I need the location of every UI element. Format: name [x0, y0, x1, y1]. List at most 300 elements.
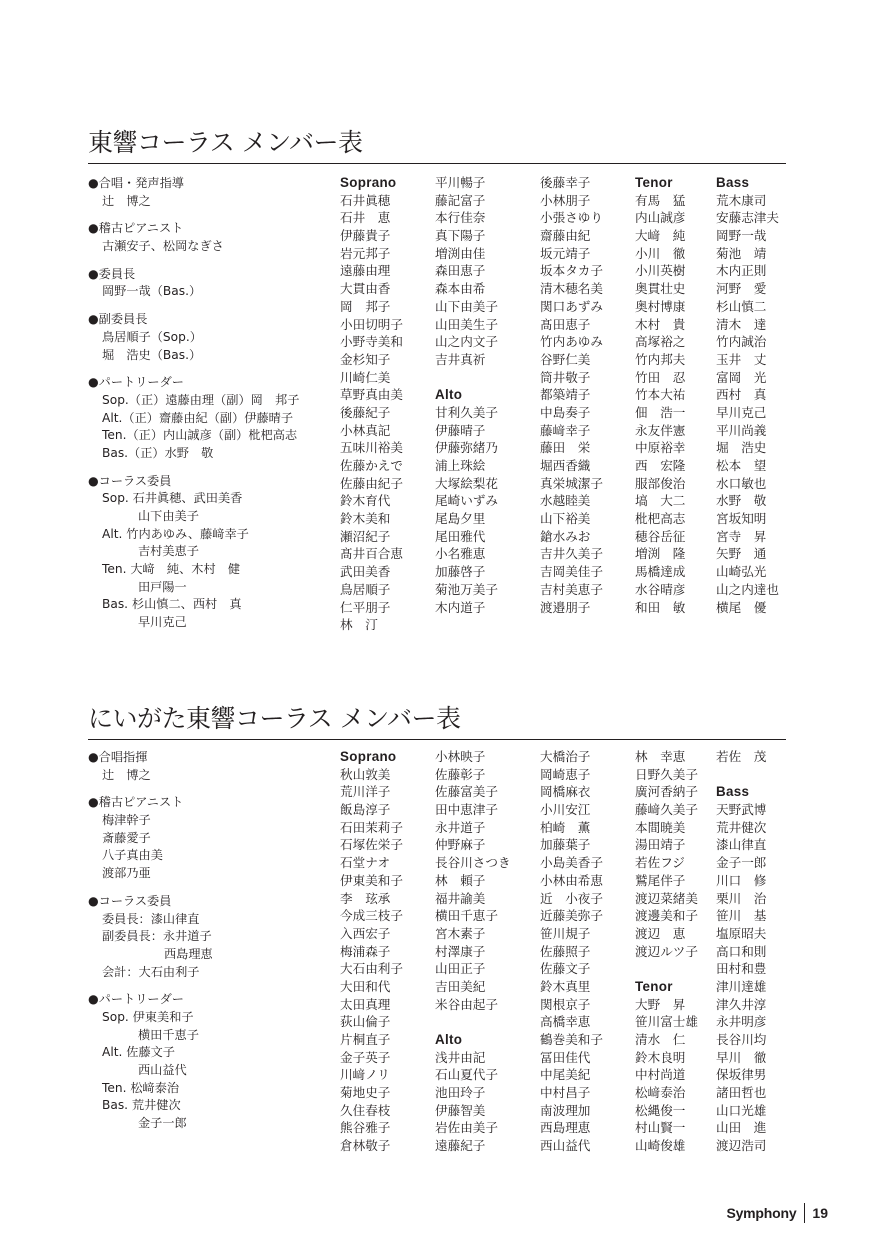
info-line: 岡野一哉（Bas.） [102, 284, 202, 299]
part-heading: Bass [716, 784, 750, 800]
member-name: 関口あずみ [540, 298, 603, 314]
member-name: 小川英樹 [635, 263, 686, 279]
member-name: 河野 愛 [716, 281, 767, 297]
member-name: 荒井健次 [716, 819, 767, 835]
member-name: 富岡 光 [716, 369, 767, 385]
member-name: 松縄俊一 [635, 1102, 686, 1118]
member-name: 伊藤弥緒乃 [435, 440, 498, 456]
member-name: 内山誠彦 [635, 210, 686, 226]
member-name: 山崎俊雄 [635, 1138, 686, 1154]
member-name: 大貫由香 [340, 281, 391, 297]
spacer [435, 1013, 511, 1031]
member-name: 林 汀 [340, 617, 378, 633]
member-name: 竹内邦夫 [635, 351, 686, 367]
member-name: 渡辺 恵 [635, 925, 686, 941]
member-name: 今成三枝子 [340, 908, 403, 924]
part-heading: Alto [435, 387, 463, 403]
member-name: 五味川裕美 [340, 440, 403, 456]
member-name: 吉村美恵子 [540, 581, 603, 597]
member-name: 吉田美紀 [435, 978, 486, 994]
member-name: 荒木康司 [716, 192, 767, 208]
member-name: 山崎弘光 [716, 564, 767, 580]
member-name: 藤﨑久美子 [635, 802, 698, 818]
member-name: 伊藤晴子 [435, 422, 486, 438]
member-name: 増渕由佳 [435, 245, 486, 261]
member-name: 浅井由記 [435, 1049, 486, 1065]
member-name: 山下裕美 [540, 511, 591, 527]
member-name: 笹川 基 [716, 908, 767, 924]
page-footer [726, 1202, 828, 1224]
member-name: 坂元靖子 [540, 245, 591, 261]
member-name: 小張さゆり [540, 210, 603, 226]
title-rule [88, 739, 786, 740]
info-line: 古瀬安子、松岡なぎさ [102, 239, 224, 254]
member-name: 穂谷岳征 [635, 528, 686, 544]
member-name: 岩佐由美子 [435, 1120, 498, 1136]
spacer [88, 883, 213, 893]
member-name: 若佐フジ [635, 855, 685, 871]
member-name: 渡邊美和子 [635, 908, 698, 924]
info-heading: ●パートリーダー [88, 375, 184, 390]
member-name: 大野 昇 [635, 996, 686, 1012]
member-name: 高塚裕之 [635, 334, 686, 350]
member-name: 池田玲子 [435, 1085, 486, 1101]
member-name: 川口 修 [716, 872, 767, 888]
member-name: 石井 恵 [340, 210, 391, 226]
info-line: 八子真由美 [102, 848, 163, 863]
member-name: 枇杷高志 [635, 511, 686, 527]
member-name: 小林真記 [340, 422, 391, 438]
part-heading: Alto [435, 1032, 463, 1047]
spacer [88, 256, 299, 266]
member-name: 笹川規子 [540, 925, 591, 941]
info-line: Alt. 佐藤文子 [102, 1045, 175, 1060]
member-name: 中島奏子 [540, 404, 591, 420]
info-line: 金子一郎 [138, 1116, 187, 1131]
member-name: 加藤葉子 [540, 837, 591, 853]
member-name: 笹川富士雄 [635, 1014, 698, 1030]
member-name: 山下由美子 [435, 298, 498, 314]
member-name: 太田真理 [340, 996, 391, 1012]
member-name: 奥村博康 [635, 298, 686, 314]
member-name: 本間暁美 [635, 819, 686, 835]
member-name: 森本由希 [435, 281, 486, 297]
info-line: 田戸陽一 [138, 579, 187, 594]
member-name: 渡邉朋子 [540, 599, 591, 615]
member-name: 保坂律男 [716, 1067, 767, 1083]
member-name: 永友伴憲 [635, 422, 686, 438]
member-name: 伊藤貴子 [340, 228, 391, 244]
member-name: 菊地史子 [340, 1085, 391, 1101]
member-name: 杉山慎二 [716, 298, 767, 314]
member-name: 有馬 猛 [635, 192, 686, 208]
member-name: 真下陽子 [435, 228, 486, 244]
info-heading: ●コーラス委員 [88, 893, 172, 908]
info-column [88, 175, 299, 632]
member-name: 髙田恵子 [540, 316, 591, 332]
member-name: 加藤啓子 [435, 564, 486, 580]
member-name: 日野久美子 [635, 766, 698, 782]
section-title: にいがた東響コーラス メンバー表 [88, 704, 461, 733]
member-name: 服部俊治 [635, 475, 686, 491]
info-line: 渡部乃亜 [102, 866, 151, 881]
member-name: 佐藤文子 [540, 961, 591, 977]
member-name: 吉岡美佳子 [540, 564, 603, 580]
member-name: 山之内達也 [716, 581, 779, 597]
member-name: 菊池万美子 [435, 581, 498, 597]
info-line: 副委員長：永井道子 [102, 929, 212, 944]
member-name: 後藤紀子 [340, 404, 391, 420]
member-name: 飯島淳子 [340, 802, 391, 818]
member-name: 尾崎いずみ [435, 493, 498, 509]
member-name: 草野真由美 [340, 387, 403, 403]
member-name: 増渕 隆 [635, 546, 686, 562]
member-name: 平川暢子 [435, 175, 486, 190]
member-name: 佐藤照子 [540, 943, 591, 959]
member-name: 鈴木良明 [635, 1049, 686, 1065]
info-line: 吉村美恵子 [138, 544, 199, 559]
member-name: 小林由希恵 [540, 872, 603, 888]
member-name: 塙 大二 [635, 493, 686, 509]
member-name: 佐藤富美子 [435, 784, 498, 800]
member-name: 清水 仁 [635, 1032, 686, 1047]
info-line: Bas.（正）水野 敬 [102, 445, 214, 460]
member-name: 坂本タカ子 [540, 263, 603, 279]
member-name: 早川 徹 [716, 1049, 767, 1065]
info-heading: ●稽古ピアニスト [88, 795, 184, 810]
member-name: 小田切明子 [340, 316, 403, 332]
member-name: 熊谷雅子 [340, 1120, 391, 1136]
member-name: 中村昌子 [540, 1085, 591, 1101]
member-name: 津久井淳 [716, 996, 767, 1012]
member-name: 早川克己 [716, 404, 767, 420]
member-name: 大﨑 純 [635, 228, 686, 244]
member-name: 石堂ナオ [340, 855, 391, 871]
member-name: 松﨑泰治 [635, 1085, 686, 1101]
info-line: 堀 浩史（Bas.） [102, 347, 202, 362]
member-name: 林 頼子 [435, 872, 486, 888]
member-name: 村澤康子 [435, 943, 486, 959]
member-name: 天野武博 [716, 802, 767, 818]
member-name: 竹内誠治 [716, 334, 767, 350]
member-name: 竹田 忍 [635, 369, 686, 385]
member-name: 伊東美和子 [340, 872, 403, 888]
member-name: 南波理加 [540, 1102, 591, 1118]
member-name: 後藤幸子 [540, 175, 591, 190]
member-name: 甘利久美子 [435, 404, 498, 420]
part-heading: Soprano [340, 175, 397, 190]
page-number: 19 [812, 1205, 828, 1221]
member-name: 渡辺ルツ子 [635, 943, 698, 959]
member-name: 村山賢一 [635, 1120, 686, 1136]
member-name: 石田茉莉子 [340, 819, 403, 835]
info-line: Alt.（正）齋藤由紀（副）伊藤晴子 [102, 410, 294, 425]
member-name: 伊藤智美 [435, 1102, 486, 1118]
member-name: 筒井敬子 [540, 369, 591, 385]
spacer [88, 210, 299, 220]
info-line: 会計：大石由利子 [102, 964, 200, 979]
member-name: 中尾美紀 [540, 1067, 591, 1083]
member-name: 水野 敬 [716, 493, 767, 509]
member-name: 岡 邦子 [340, 298, 391, 314]
info-line: Ten.（正）内山誠彦（副）枇杷高志 [102, 428, 298, 443]
part-heading: Soprano [340, 749, 397, 764]
member-name: 小名雅恵 [435, 546, 486, 562]
member-name: 中原裕幸 [635, 440, 686, 456]
member-name: 森田恵子 [435, 263, 486, 279]
member-name: 田村和豊 [716, 961, 767, 977]
member-name: 奥貫壮史 [635, 281, 686, 297]
member-name: 小島美香子 [540, 855, 603, 871]
info-line: 委員長：漆山律直 [102, 911, 200, 926]
member-column-2 [435, 174, 498, 616]
member-name: 仲野麻子 [435, 837, 486, 853]
member-name: 米谷由起子 [435, 996, 498, 1012]
member-name: 堀西香織 [540, 458, 591, 473]
member-name: 小林朋子 [540, 192, 591, 208]
section-title: 東響コーラス メンバー表 [88, 128, 363, 157]
member-name: 都築靖子 [540, 387, 591, 403]
part-heading: Tenor [635, 978, 673, 994]
part-heading: Tenor [635, 175, 673, 190]
member-name: 山之内文子 [435, 334, 498, 350]
member-name: 津川達雄 [716, 978, 767, 994]
member-name: 松本 望 [716, 458, 767, 473]
member-name: 片桐直子 [340, 1032, 391, 1047]
member-column-5 [716, 748, 766, 1155]
spacer [88, 981, 213, 991]
info-line: Ten. 松﨑泰治 [102, 1080, 180, 1095]
member-name: 山田正子 [435, 961, 486, 977]
member-name: 諸田哲也 [716, 1085, 767, 1101]
member-name: 関根京子 [540, 996, 591, 1012]
member-name: 水越睦美 [540, 493, 591, 509]
member-name: 西村 真 [716, 387, 767, 403]
info-line: 山下由美子 [138, 509, 199, 523]
member-name: 佐藤かえで [340, 458, 403, 473]
member-name: 木村 貴 [635, 316, 686, 332]
member-name: 若佐 茂 [716, 749, 767, 764]
member-name: 清木 達 [716, 316, 767, 332]
info-heading: ●副委員長 [88, 312, 148, 327]
member-name: 川﨑ノリ [340, 1067, 390, 1083]
member-name: 鶴巻美和子 [540, 1032, 603, 1047]
info-line: Sop. 伊東美和子 [102, 1009, 194, 1024]
info-line: 西山益代 [138, 1063, 187, 1077]
member-name: 岡野一哉 [716, 228, 767, 244]
info-line: 横田千恵子 [138, 1027, 199, 1042]
info-line: 早川克己 [138, 615, 187, 630]
member-name: 髙井百合恵 [340, 546, 403, 562]
member-name: 岡橋麻衣 [540, 784, 591, 800]
member-name: 田中恵津子 [435, 802, 498, 818]
member-name: 遠藤由理 [340, 263, 391, 279]
member-column-1 [340, 174, 403, 634]
info-line: Bas. 荒井健次 [102, 1098, 181, 1113]
member-name: 藤田 栄 [540, 440, 591, 456]
member-name: 小林映子 [435, 749, 486, 764]
member-name: 和田 敏 [635, 599, 686, 615]
spacer [88, 364, 299, 374]
member-name: 藤﨑幸子 [540, 422, 591, 438]
member-name: 宮寺 昇 [716, 528, 767, 544]
info-column [88, 749, 213, 1133]
member-name: 竹本大祐 [635, 387, 686, 403]
member-name: 永井道子 [435, 819, 486, 835]
member-name: 永井明彦 [716, 1014, 767, 1030]
spacer [435, 369, 498, 387]
member-name: 尾田雅代 [435, 528, 486, 544]
member-name: 仁平朋子 [340, 599, 391, 615]
member-name: 瀬沼紀子 [340, 528, 391, 544]
member-name: 鷲尾伴子 [635, 872, 686, 888]
member-name: 長谷川均 [716, 1032, 767, 1047]
info-line: Ten. 大﨑 純、木村 健 [102, 562, 241, 577]
member-name: 梅浦森子 [340, 943, 391, 959]
member-name: 岩元邦子 [340, 245, 391, 261]
info-heading: ●コーラス委員 [88, 473, 172, 488]
part-heading: Bass [716, 175, 750, 190]
member-name: 小川安江 [540, 802, 591, 818]
member-name: 近 小夜子 [540, 890, 603, 906]
member-name: 高口和則 [716, 943, 767, 959]
member-name: 吉井久美子 [540, 546, 603, 562]
member-name: 宮木素子 [435, 925, 486, 941]
info-line: Sop.（正）遠藤由理（副）岡 邦子 [102, 392, 300, 407]
member-name: 中村尚道 [635, 1067, 686, 1083]
member-name: 鈴木美和 [340, 511, 391, 527]
member-name: 小野寺美和 [340, 334, 403, 350]
info-heading: ●合唱指揮 [88, 750, 148, 764]
member-name: 木内正則 [716, 263, 767, 279]
member-name: 本行佳奈 [435, 210, 486, 226]
member-name: 鳥居順子 [340, 581, 391, 597]
member-name: 竹内あゆみ [540, 334, 603, 350]
info-heading: ●合唱・発声指導 [88, 176, 184, 190]
member-name: 水谷晴彦 [635, 581, 686, 597]
member-column-1 [340, 748, 403, 1155]
member-column-3 [540, 748, 603, 1155]
member-name: 佐藤由紀子 [340, 475, 403, 491]
member-name: 山田美生子 [435, 316, 498, 332]
member-name: 林 幸恵 [635, 749, 686, 764]
member-name: 久住春枝 [340, 1102, 391, 1118]
member-name: 金子一郎 [716, 855, 767, 871]
info-line: 斎藤愛子 [102, 830, 151, 845]
member-name: 西 宏隆 [635, 458, 686, 473]
member-name: 李 玹承 [340, 890, 391, 906]
member-name: 玉井 丈 [716, 351, 767, 367]
member-name: 菊池 靖 [716, 245, 767, 261]
info-heading: ●パートリーダー [88, 992, 184, 1007]
info-line: 辻 博之 [102, 193, 151, 208]
member-name: 佃 浩一 [635, 404, 686, 420]
member-name: 大橋治子 [540, 749, 591, 764]
member-name: 漆山律直 [716, 837, 767, 853]
spacer [88, 784, 213, 794]
member-column-2 [435, 748, 511, 1155]
info-line: Sop. 石井眞穂、武田美香 [102, 491, 243, 506]
member-name: 木内道子 [435, 599, 486, 615]
member-name: 清木穂名美 [540, 281, 603, 297]
member-name: 荻山倫子 [340, 1014, 391, 1030]
member-name: 大田和代 [340, 978, 391, 994]
member-name: 湯田靖子 [635, 837, 686, 853]
member-column-4 [635, 174, 685, 616]
info-line: 梅津幹子 [102, 813, 151, 828]
member-name: 鈴木真里 [540, 978, 591, 994]
member-name: 渡辺菜緒美 [635, 890, 698, 906]
member-column-3 [540, 174, 603, 616]
member-name: 佐藤彰子 [435, 766, 486, 782]
spacer [716, 766, 766, 784]
spacer [88, 301, 299, 311]
member-name: 矢野 通 [716, 546, 767, 562]
member-name: 入西宏子 [340, 925, 391, 941]
member-name: 山田 進 [716, 1120, 767, 1136]
member-name: 石山夏代子 [435, 1067, 498, 1083]
member-column-5 [716, 174, 779, 616]
member-name: 川崎仁美 [340, 369, 391, 385]
info-heading: ●委員長 [88, 266, 136, 281]
member-name: 西島理恵 [540, 1120, 591, 1136]
member-name: 横田千恵子 [435, 908, 498, 924]
member-name: 浦上珠絵 [435, 458, 486, 473]
member-name: 栗川 治 [716, 890, 767, 906]
member-name: 尾島夕里 [435, 511, 486, 527]
member-name: 鈴木育代 [340, 493, 391, 509]
member-column-4 [635, 748, 698, 1155]
member-name: 安藤志津夫 [716, 210, 779, 226]
member-name: 鎗水みお [540, 528, 591, 544]
member-name: 倉林敬子 [340, 1138, 391, 1154]
member-name: 柏崎 薫 [540, 819, 591, 835]
member-name: 塩原昭夫 [716, 925, 767, 941]
member-name: 近藤美弥子 [540, 908, 603, 924]
member-name: 金杉知子 [340, 351, 391, 367]
member-name: 横尾 優 [716, 599, 767, 615]
spacer [635, 960, 698, 978]
member-name: 西山益代 [540, 1138, 591, 1154]
member-name: 平川尚義 [716, 422, 767, 438]
member-name: 荒川洋子 [340, 784, 391, 800]
member-name: 遠藤紀子 [435, 1138, 486, 1154]
info-line: 西島理恵 [164, 946, 213, 961]
member-name: 小川 徹 [635, 245, 686, 261]
member-name: 真栄城潔子 [540, 475, 603, 491]
member-name: 渡辺浩司 [716, 1138, 767, 1154]
member-name: 吉井真祈 [435, 351, 486, 367]
member-name: 水口敏也 [716, 475, 767, 491]
member-name: 冨田佳代 [540, 1049, 591, 1065]
member-name: 秋山敦美 [340, 766, 391, 782]
member-name: 廣河香納子 [635, 784, 698, 800]
member-name: 金子英子 [340, 1049, 391, 1065]
magazine-name: Symphony [726, 1205, 797, 1221]
member-name: 堀 浩史 [716, 440, 767, 456]
info-line: Alt. 竹内あゆみ、藤﨑幸子 [102, 526, 249, 541]
member-name: 高橋幸恵 [540, 1014, 591, 1030]
member-name: 大塚絵梨花 [435, 475, 498, 491]
info-line: Bas. 杉山慎二、西村 真 [102, 597, 242, 612]
member-name: 石塚佐栄子 [340, 837, 403, 853]
title-rule [88, 163, 786, 164]
member-name: 山口光雄 [716, 1102, 767, 1118]
spacer [88, 463, 299, 473]
member-name: 岡崎恵子 [540, 766, 591, 782]
member-name: 藤記富子 [435, 192, 486, 208]
member-name: 大石由利子 [340, 961, 403, 977]
